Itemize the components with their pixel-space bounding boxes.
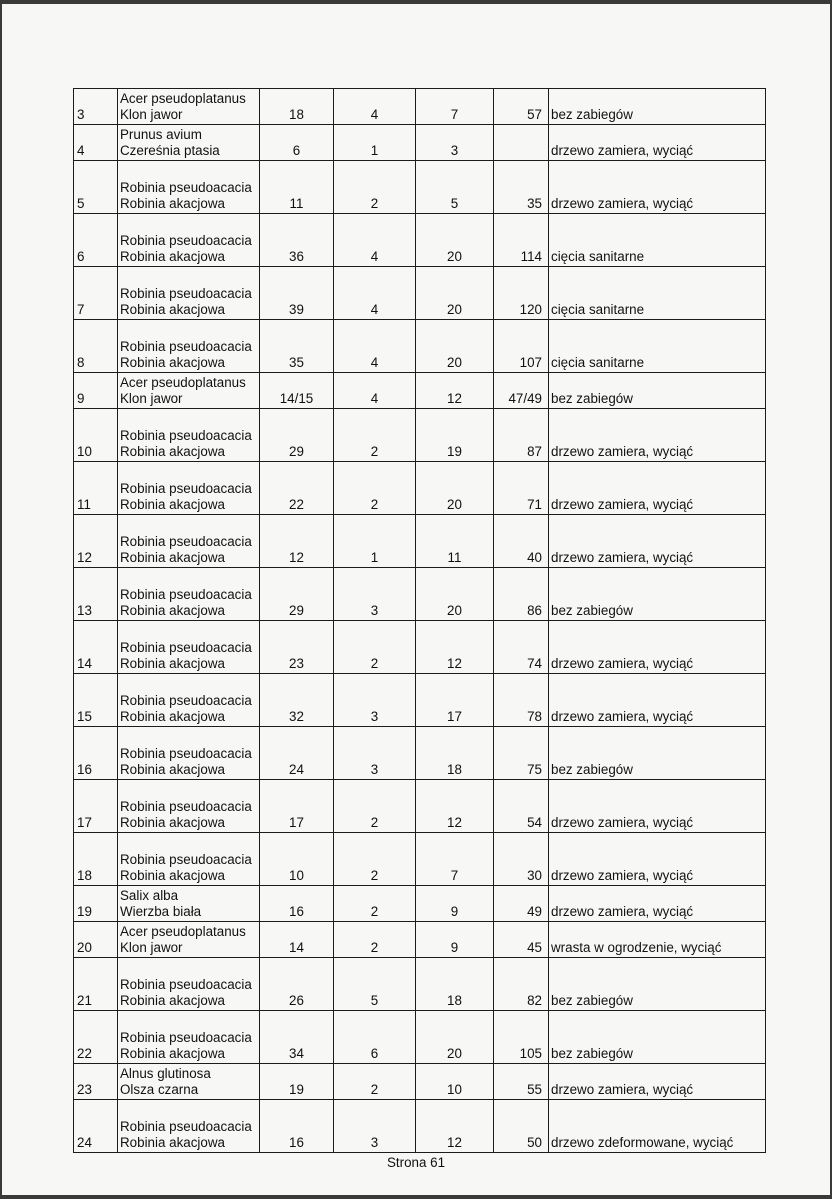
common-name: Robinia akacjowa — [120, 497, 225, 512]
crown-width: 6 — [334, 1011, 416, 1064]
species-cell — [118, 161, 260, 214]
common-name: Robinia akacjowa — [120, 444, 225, 459]
species-cell — [118, 886, 260, 922]
trunk-diameter: 6 — [260, 125, 334, 161]
tree-height: 7 — [416, 89, 494, 125]
common-name: Klon jawor — [120, 940, 183, 955]
page-number: Strona 61 — [386, 1155, 446, 1170]
table-row — [74, 267, 766, 320]
trunk-circumference: 35 — [494, 161, 549, 214]
tree-height: 12 — [416, 1100, 494, 1153]
species-cell — [118, 373, 260, 409]
trunk-circumference: 45 — [494, 922, 549, 958]
trunk-diameter: 34 — [260, 1011, 334, 1064]
latin-name: Acer pseudoplatanus — [120, 375, 246, 390]
treatment-remark: drzewo zamiera, wyciąć — [549, 674, 766, 727]
common-name: Klon jawor — [120, 107, 183, 122]
tree-number: 10 — [74, 409, 118, 462]
table-row — [74, 320, 766, 373]
trunk-diameter: 14 — [260, 922, 334, 958]
common-name: Robinia akacjowa — [120, 868, 225, 883]
latin-name: Robinia pseudoacacia — [120, 1030, 252, 1045]
trunk-diameter: 17 — [260, 780, 334, 833]
tree-number: 3 — [74, 89, 118, 125]
trunk-circumference: 105 — [494, 1011, 549, 1064]
treatment-remark: drzewo zamiera, wyciąć — [549, 621, 766, 674]
latin-name: Robinia pseudoacacia — [120, 481, 252, 496]
trunk-circumference: 30 — [494, 833, 549, 886]
crown-width: 2 — [334, 833, 416, 886]
species-cell — [118, 320, 260, 373]
trunk-diameter: 39 — [260, 267, 334, 320]
crown-width: 3 — [334, 1100, 416, 1153]
trunk-diameter: 26 — [260, 958, 334, 1011]
trunk-circumference: 78 — [494, 674, 549, 727]
crown-width: 1 — [334, 515, 416, 568]
treatment-remark: drzewo zamiera, wyciąć — [549, 161, 766, 214]
crown-width: 2 — [334, 922, 416, 958]
table-row — [74, 568, 766, 621]
tree-inventory-table — [73, 88, 766, 1153]
latin-name: Robinia pseudoacacia — [120, 977, 252, 992]
common-name: Robinia akacjowa — [120, 302, 225, 317]
crown-width: 5 — [334, 958, 416, 1011]
crown-width: 4 — [334, 214, 416, 267]
tree-height: 20 — [416, 568, 494, 621]
tree-number: 7 — [74, 267, 118, 320]
trunk-circumference: 86 — [494, 568, 549, 621]
trunk-diameter: 11 — [260, 161, 334, 214]
common-name: Robinia akacjowa — [120, 249, 225, 264]
tree-number: 24 — [74, 1100, 118, 1153]
treatment-remark: drzewo zamiera, wyciąć — [549, 833, 766, 886]
common-name: Klon jawor — [120, 391, 183, 406]
tree-height: 12 — [416, 621, 494, 674]
latin-name: Robinia pseudoacacia — [120, 746, 252, 761]
table-row — [74, 922, 766, 958]
trunk-diameter: 36 — [260, 214, 334, 267]
table-row — [74, 1011, 766, 1064]
trunk-diameter: 24 — [260, 727, 334, 780]
table-row — [74, 833, 766, 886]
tree-number: 21 — [74, 958, 118, 1011]
trunk-circumference: 57 — [494, 89, 549, 125]
treatment-remark: cięcia sanitarne — [549, 267, 766, 320]
treatment-remark: drzewo zamiera, wyciąć — [549, 125, 766, 161]
tree-number: 8 — [74, 320, 118, 373]
latin-name: Robinia pseudoacacia — [120, 640, 252, 655]
common-name: Robinia akacjowa — [120, 603, 225, 618]
species-cell — [118, 462, 260, 515]
common-name: Robinia akacjowa — [120, 993, 225, 1008]
crown-width: 4 — [334, 320, 416, 373]
table-row — [74, 780, 766, 833]
trunk-circumference: 55 — [494, 1064, 549, 1100]
treatment-remark: drzewo zamiera, wyciąć — [549, 780, 766, 833]
trunk-diameter: 32 — [260, 674, 334, 727]
tree-number: 14 — [74, 621, 118, 674]
trunk-circumference: 50 — [494, 1100, 549, 1153]
treatment-remark: bez zabiegów — [549, 89, 766, 125]
trunk-circumference: 114 — [494, 214, 549, 267]
tree-number: 18 — [74, 833, 118, 886]
common-name: Robinia akacjowa — [120, 196, 225, 211]
trunk-circumference: 75 — [494, 727, 549, 780]
latin-name: Robinia pseudoacacia — [120, 1119, 252, 1134]
trunk-diameter: 10 — [260, 833, 334, 886]
crown-width: 2 — [334, 409, 416, 462]
latin-name: Alnus glutinosa — [120, 1066, 211, 1081]
treatment-remark: drzewo zamiera, wyciąć — [549, 1064, 766, 1100]
common-name: Robinia akacjowa — [120, 815, 225, 830]
common-name: Czereśnia ptasia — [120, 143, 220, 158]
table-row — [74, 161, 766, 214]
table-row — [74, 409, 766, 462]
table-row — [74, 1100, 766, 1153]
common-name: Olsza czarna — [120, 1082, 199, 1097]
crown-width: 3 — [334, 727, 416, 780]
treatment-remark: cięcia sanitarne — [549, 214, 766, 267]
trunk-circumference: 40 — [494, 515, 549, 568]
crown-width: 3 — [334, 568, 416, 621]
latin-name: Acer pseudoplatanus — [120, 91, 246, 106]
tree-height: 12 — [416, 373, 494, 409]
species-cell — [118, 833, 260, 886]
treatment-remark: bez zabiegów — [549, 568, 766, 621]
trunk-circumference: 82 — [494, 958, 549, 1011]
tree-height: 5 — [416, 161, 494, 214]
crown-width: 2 — [334, 1064, 416, 1100]
species-cell — [118, 922, 260, 958]
crown-width: 2 — [334, 886, 416, 922]
latin-name: Robinia pseudoacacia — [120, 286, 252, 301]
table-row — [74, 515, 766, 568]
tree-number: 5 — [74, 161, 118, 214]
latin-name: Robinia pseudoacacia — [120, 180, 252, 195]
tree-number: 13 — [74, 568, 118, 621]
tree-height: 17 — [416, 674, 494, 727]
species-cell — [118, 125, 260, 161]
species-cell — [118, 958, 260, 1011]
tree-number: 15 — [74, 674, 118, 727]
common-name: Robinia akacjowa — [120, 355, 225, 370]
latin-name: Salix alba — [120, 888, 179, 903]
treatment-remark: drzewo zamiera, wyciąć — [549, 886, 766, 922]
tree-height: 11 — [416, 515, 494, 568]
latin-name: Robinia pseudoacacia — [120, 428, 252, 443]
tree-number: 16 — [74, 727, 118, 780]
treatment-remark: drzewo zamiera, wyciąć — [549, 409, 766, 462]
trunk-diameter: 22 — [260, 462, 334, 515]
table-row — [74, 125, 766, 161]
crown-width: 4 — [334, 89, 416, 125]
trunk-circumference: 87 — [494, 409, 549, 462]
latin-name: Robinia pseudoacacia — [120, 852, 252, 867]
species-cell — [118, 1100, 260, 1153]
table-row — [74, 958, 766, 1011]
crown-width: 4 — [334, 373, 416, 409]
common-name: Wierzba biała — [120, 904, 202, 919]
tree-number: 11 — [74, 462, 118, 515]
latin-name: Acer pseudoplatanus — [120, 924, 246, 939]
species-cell — [118, 515, 260, 568]
trunk-diameter: 18 — [260, 89, 334, 125]
tree-number: 19 — [74, 886, 118, 922]
tree-number: 6 — [74, 214, 118, 267]
crown-width: 2 — [334, 161, 416, 214]
table-row — [74, 674, 766, 727]
tree-height: 3 — [416, 125, 494, 161]
tree-height: 9 — [416, 886, 494, 922]
tree-number: 9 — [74, 373, 118, 409]
crown-width: 4 — [334, 267, 416, 320]
treatment-remark: drzewo zdeformowane, wyciąć — [549, 1100, 766, 1153]
species-cell — [118, 727, 260, 780]
trunk-circumference: 49 — [494, 886, 549, 922]
tree-height: 20 — [416, 267, 494, 320]
trunk-circumference — [494, 125, 549, 161]
crown-width: 2 — [334, 621, 416, 674]
common-name: Robinia akacjowa — [120, 1046, 225, 1061]
trunk-circumference: 54 — [494, 780, 549, 833]
tree-height: 20 — [416, 1011, 494, 1064]
trunk-circumference: 107 — [494, 320, 549, 373]
species-cell — [118, 621, 260, 674]
species-cell — [118, 409, 260, 462]
species-cell — [118, 568, 260, 621]
tree-height: 18 — [416, 727, 494, 780]
tree-height: 10 — [416, 1064, 494, 1100]
tree-height: 20 — [416, 320, 494, 373]
treatment-remark: wrasta w ogrodzenie, wyciąć — [549, 922, 766, 958]
trunk-diameter: 12 — [260, 515, 334, 568]
tree-number: 4 — [74, 125, 118, 161]
table-row — [74, 886, 766, 922]
latin-name: Robinia pseudoacacia — [120, 339, 252, 354]
latin-name: Robinia pseudoacacia — [120, 534, 252, 549]
crown-width: 2 — [334, 780, 416, 833]
trunk-diameter: 16 — [260, 1100, 334, 1153]
latin-name: Prunus avium — [120, 127, 202, 142]
common-name: Robinia akacjowa — [120, 709, 225, 724]
trunk-circumference: 74 — [494, 621, 549, 674]
trunk-diameter: 19 — [260, 1064, 334, 1100]
treatment-remark: drzewo zamiera, wyciąć — [549, 515, 766, 568]
treatment-remark: drzewo zamiera, wyciąć — [549, 462, 766, 515]
treatment-remark: bez zabiegów — [549, 1011, 766, 1064]
species-cell — [118, 780, 260, 833]
trunk-circumference: 71 — [494, 462, 549, 515]
species-cell — [118, 267, 260, 320]
tree-height: 19 — [416, 409, 494, 462]
trunk-diameter: 23 — [260, 621, 334, 674]
crown-width: 3 — [334, 674, 416, 727]
tree-number: 20 — [74, 922, 118, 958]
trunk-diameter: 29 — [260, 409, 334, 462]
table-row — [74, 462, 766, 515]
table-row — [74, 89, 766, 125]
tree-height: 18 — [416, 958, 494, 1011]
tree-number: 17 — [74, 780, 118, 833]
table-row — [74, 621, 766, 674]
treatment-remark: cięcia sanitarne — [549, 320, 766, 373]
treatment-remark: bez zabiegów — [549, 373, 766, 409]
table-row — [74, 1064, 766, 1100]
document-page — [2, 4, 830, 1195]
tree-height: 20 — [416, 462, 494, 515]
common-name: Robinia akacjowa — [120, 1135, 225, 1150]
trunk-diameter: 14/15 — [260, 373, 334, 409]
tree-number: 12 — [74, 515, 118, 568]
tree-height: 7 — [416, 833, 494, 886]
table-body — [74, 89, 766, 1153]
crown-width: 1 — [334, 125, 416, 161]
crown-width: 2 — [334, 462, 416, 515]
common-name: Robinia akacjowa — [120, 656, 225, 671]
species-cell — [118, 1011, 260, 1064]
common-name: Robinia akacjowa — [120, 550, 225, 565]
treatment-remark: bez zabiegów — [549, 958, 766, 1011]
common-name: Robinia akacjowa — [120, 762, 225, 777]
species-cell — [118, 1064, 260, 1100]
tree-height: 20 — [416, 214, 494, 267]
trunk-circumference: 47/49 — [494, 373, 549, 409]
treatment-remark: bez zabiegów — [549, 727, 766, 780]
latin-name: Robinia pseudoacacia — [120, 693, 252, 708]
tree-height: 9 — [416, 922, 494, 958]
latin-name: Robinia pseudoacacia — [120, 587, 252, 602]
trunk-diameter: 16 — [260, 886, 334, 922]
latin-name: Robinia pseudoacacia — [120, 233, 252, 248]
tree-number: 23 — [74, 1064, 118, 1100]
latin-name: Robinia pseudoacacia — [120, 799, 252, 814]
species-cell — [118, 89, 260, 125]
species-cell — [118, 214, 260, 267]
trunk-diameter: 35 — [260, 320, 334, 373]
tree-number: 22 — [74, 1011, 118, 1064]
trunk-circumference: 120 — [494, 267, 549, 320]
table-row — [74, 373, 766, 409]
table-row — [74, 727, 766, 780]
species-cell — [118, 674, 260, 727]
trunk-diameter: 29 — [260, 568, 334, 621]
table-row — [74, 214, 766, 267]
tree-height: 12 — [416, 780, 494, 833]
